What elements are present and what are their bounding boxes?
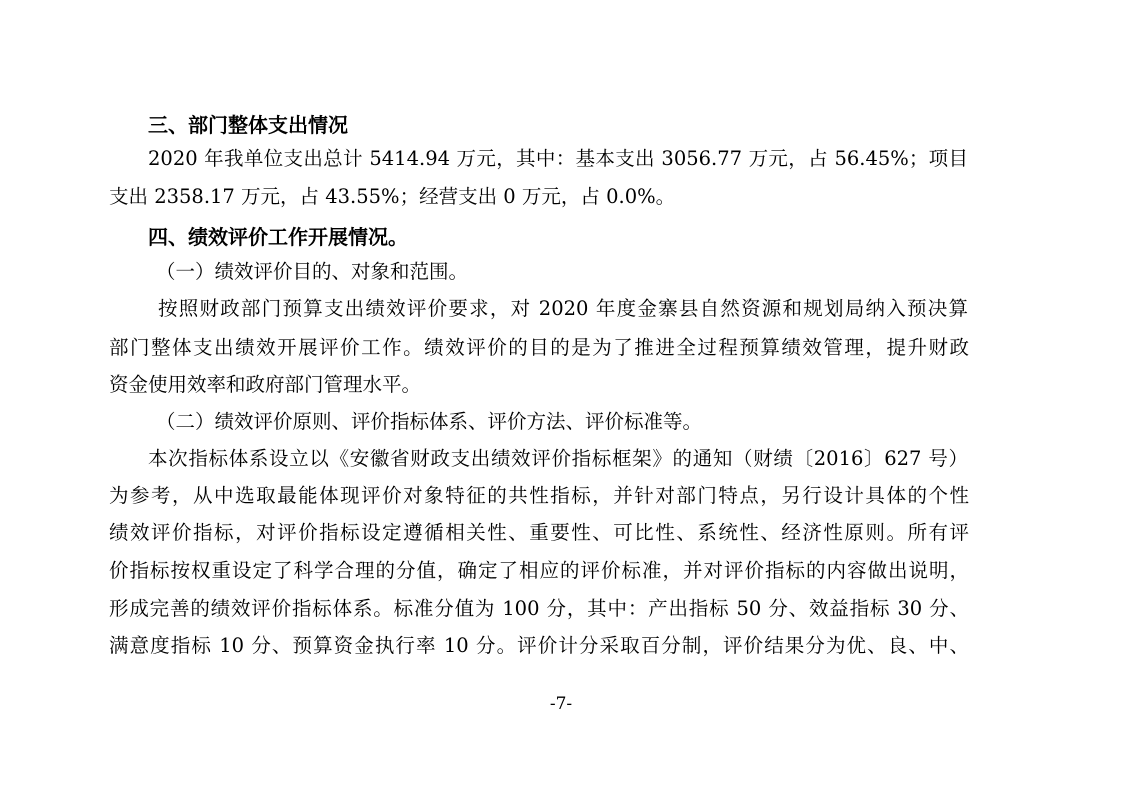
subsection-2-line-1: 本次指标体系设立以《安徽省财政支出绩效评价指标框架》的通知（财绩〔2016〕627 号） [148,447,968,470]
section-3-line-1: 2020 年我单位支出总计 5414.94 万元，其中：基本支出 3056.77 万元，占 56.45%；项目 [148,147,968,170]
subsection-2-line-4: 价指标按权重设定了科学合理的分值，确定了相应的评价标准，并对评价指标的内容做出说明， [109,559,969,582]
subsection-1-line-3: 资金使用效率和政府部门管理水平。 [109,373,422,396]
section-3-heading: 三、部门整体支出情况 [148,113,348,137]
subsection-1-line-2: 部门整体支出绩效开展评价工作。绩效评价的目的是为了推进全过程预算绩效管理，提升财政 [109,336,969,359]
subsection-1-title: （一）绩效评价目的、对象和范围。 [156,260,469,283]
subsection-2-line-6: 满意度指标 10 分、预算资金执行率 10 分。评价计分采取百分制，评价结果分为优、良、中、 [109,634,969,657]
subsection-2-line-3: 绩效评价指标，对评价指标设定遵循相关性、重要性、可比性、系统性、经济性原则。所有评 [109,521,969,544]
subsection-2-line-2: 为参考，从中选取最能体现评价对象特征的共性指标，并针对部门特点，另行设计具体的个性 [109,484,969,507]
section-4-heading: 四、绩效评价工作开展情况。 [148,225,408,249]
subsection-2-line-5: 形成完善的绩效评价指标体系。标准分值为 100 分，其中：产出指标 50 分、效益指标 30 分、 [109,597,969,620]
subsection-1-line-1: 按照财政部门预算支出绩效评价要求，对 2020 年度金寨县自然资源和规划局纳入预决算 [158,297,968,320]
subsection-2-title: （二）绩效评价原则、评价指标体系、评价方法、评价标准等。 [156,410,703,433]
page-number: -7- [549,694,573,714]
section-3-line-2: 支出 2358.17 万元，占 43.55%；经营支出 0 万元，占 0.0%。 [109,185,676,208]
